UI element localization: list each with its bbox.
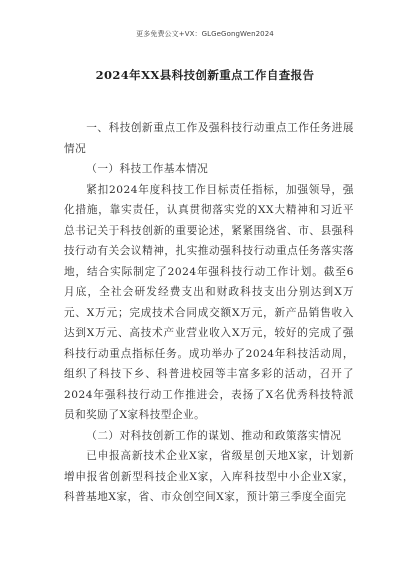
subsection-heading-2: （二）对科技创新工作的谋划、推动和政策落实情况: [86, 429, 342, 442]
subsection-heading-1: （一）科技工作基本情况: [86, 163, 209, 175]
document-title: 2024年XX县科技创新重点工作自查报告: [95, 68, 315, 82]
paragraph-2: 已申报高新技术企业X家，省级星创天地X家，计划新增申报省创新型科技企业X家，入库科技型中小企业X家，科普基地X家，省、市众创空间X家，预计第三季度全面完: [64, 450, 354, 503]
document-body: [64, 118, 354, 508]
paragraph-1: 紧扣2024年度科技工作目标责任指标，加强领导，强化措施，靠实责任，认真贯彻落实党的XX大精神和习近平总书记关于科技创新的重要论述，紧紧围绕省、市、县强科技行动有关会议精神，扎实推动强科技行动重点任务落实落地，结合实际制定了2024年强科技行动工作计划。截至6月底，全社会研发经费支出和财政科技支出分别达到X万元、X万元；完成技术合同成交额X万元，新产品销售收入达到X万元、高技术产业营业收入X万元，较好的完成了强科技行动重点指标任务。成功举办了2024年科技活动周，组织了科技下乡、科普进校园等丰富多彩的活动，召开了2024年强科技行动工作推进会，表扬了X名优秀科技特派员和奖励了X家科技型企业。: [64, 183, 354, 421]
section-heading-1: 一、科技创新重点工作及强科技行动重点工作任务进展情况: [64, 122, 354, 155]
header-promo-note: 更多免费公文+VX：GLGeGongWen2024: [136, 30, 274, 38]
